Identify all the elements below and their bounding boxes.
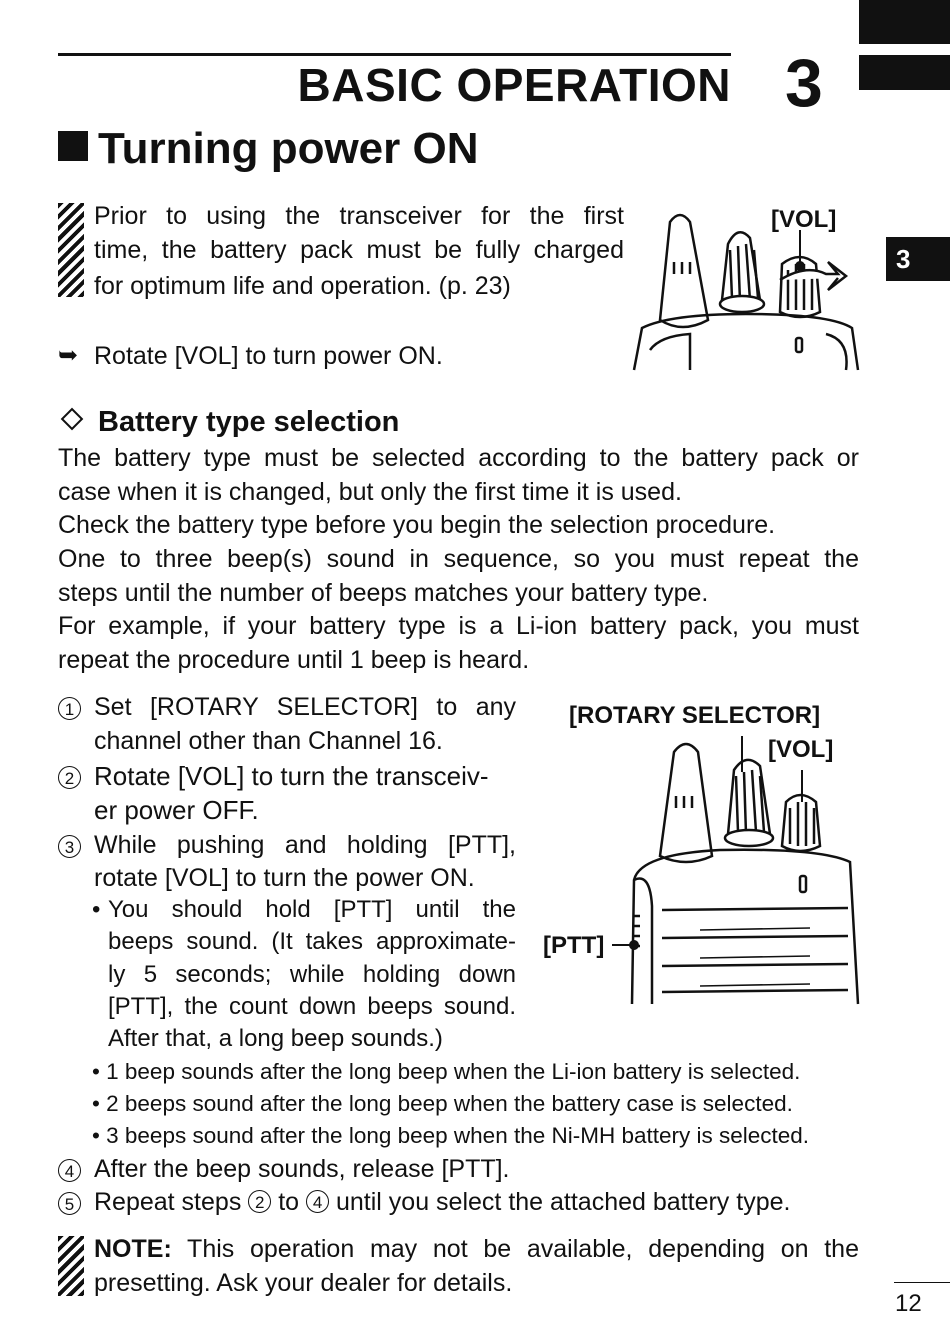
note-line-1	[94, 1232, 859, 1266]
chapter-title: BASIC OPERATION	[297, 59, 731, 111]
battery-para-line-2: case when it is changed, but only the first time it is used.	[58, 478, 682, 506]
diamond-bullet-icon	[61, 408, 84, 431]
step-3-line-2: rotate [VOL] to turn the power ON.	[94, 864, 475, 892]
arrow-icon: ➥	[58, 342, 79, 369]
beep-bullet-3: • 3 beeps sound after the long beep when the Ni-MH battery is selected.	[92, 1123, 810, 1148]
battery-para-line-1: The battery type must be selected according to the battery pack or	[58, 444, 859, 472]
rotary-selector-label: [ROTARY SELECTOR]	[569, 702, 821, 729]
beep-bullet-3-text: 3 beeps sound after the long beep when the Ni-MH battery is selected.	[106, 1123, 810, 1148]
step-2-number: 2	[58, 766, 81, 789]
square-bullet-icon	[58, 131, 88, 161]
step-5-to: to	[278, 1188, 300, 1216]
section-title	[58, 122, 479, 176]
step-5-ref-b: 4	[306, 1190, 329, 1213]
figure1-vol-label: [VOL]	[771, 206, 837, 233]
page-number-rule	[894, 1282, 950, 1283]
step-5-prefix: Repeat steps	[94, 1188, 242, 1216]
battery-para-line-6: For example, if your battery type is a Li-ion battery pack, you must	[58, 612, 859, 640]
sub-bullet: •	[92, 896, 101, 923]
note-line-1-text: This operation may not be available, depending on the	[187, 1235, 859, 1263]
step-1-number: 1	[58, 697, 81, 720]
sub-line-5: After that, a long beep sounds.)	[108, 1025, 443, 1052]
chapter-side-tab: 3	[886, 237, 950, 281]
beep-bullet-2: • 2 beeps sound after the long beep when the battery case is selected.	[92, 1091, 793, 1116]
step-4-text: After the beep sounds, release [PTT].	[94, 1155, 510, 1183]
step-1-line-2: channel other than Channel 16.	[94, 727, 443, 755]
thumb-tab-second	[859, 55, 950, 90]
battery-para-line-5: steps until the number of beeps matches your battery type.	[58, 579, 709, 607]
radio-front-illustration	[600, 730, 862, 1006]
step-1-line-1: Set [ROTARY SELECTOR] to any	[94, 693, 516, 721]
step-2-line-1: Rotate [VOL] to turn the transceiv-	[94, 761, 489, 791]
beep-bullet-2-text: 2 beeps sound after the long beep when the battery case is selected.	[106, 1091, 793, 1116]
battery-para-line-3: Check the battery type before you begin the selection procedure.	[58, 511, 776, 539]
sub-line-1: You should hold [PTT] until the	[108, 896, 516, 923]
figure2-vol-label: [VOL]	[768, 736, 834, 763]
charge-note-line-2: time, the battery pack must be fully charged	[94, 236, 624, 264]
sub-line-3: ly 5 seconds; while holding down	[108, 961, 516, 988]
beep-bullet-1: • 1 beep sounds after the long beep when the Li-ion battery is selected.	[92, 1059, 801, 1084]
section-title-text: Turning power ON	[98, 124, 479, 173]
step-2-line-2: er power OFF.	[94, 795, 259, 825]
chapter-number: 3	[785, 45, 823, 121]
sub-line-4: [PTT], the count down beeps sound.	[108, 993, 516, 1020]
thumb-tab-top	[859, 0, 950, 44]
note-hatch-icon	[58, 1236, 84, 1296]
sub-line-2: beeps sound. (It takes approximate-	[108, 928, 516, 955]
step-3-number: 3	[58, 835, 81, 858]
step-5-number: 5	[58, 1192, 81, 1215]
page-number: 12	[895, 1290, 922, 1317]
caution-hatch-icon	[58, 203, 84, 297]
step-5-text	[94, 1185, 790, 1219]
charge-note-line-3: for optimum life and operation. (p. 23)	[94, 272, 511, 300]
battery-type-heading-text: Battery type selection	[98, 406, 400, 438]
header-rule	[58, 53, 731, 56]
battery-type-heading	[58, 403, 399, 441]
step-4-number: 4	[58, 1159, 81, 1182]
step-5-ref-a: 2	[248, 1190, 271, 1213]
note-label: NOTE:	[94, 1235, 172, 1263]
battery-para-line-7: repeat the procedure until 1 beep is heard.	[58, 646, 530, 674]
charge-note-line-1: Prior to using the transceiver for the first	[94, 202, 624, 230]
step-5-suffix: until you select the attached battery type.	[336, 1188, 791, 1216]
battery-para-line-4: One to three beep(s) sound in sequence, so you must repeat the	[58, 545, 859, 573]
ptt-label: [PTT]	[543, 932, 605, 959]
beep-bullet-1-text: 1 beep sounds after the long beep when the Li-ion battery is selected.	[106, 1059, 801, 1084]
step-3-line-1: While pushing and holding [PTT],	[94, 831, 516, 859]
action-rotate-vol: Rotate [VOL] to turn power ON.	[94, 342, 443, 370]
note-line-2: presetting. Ask your dealer for details.	[94, 1269, 513, 1297]
